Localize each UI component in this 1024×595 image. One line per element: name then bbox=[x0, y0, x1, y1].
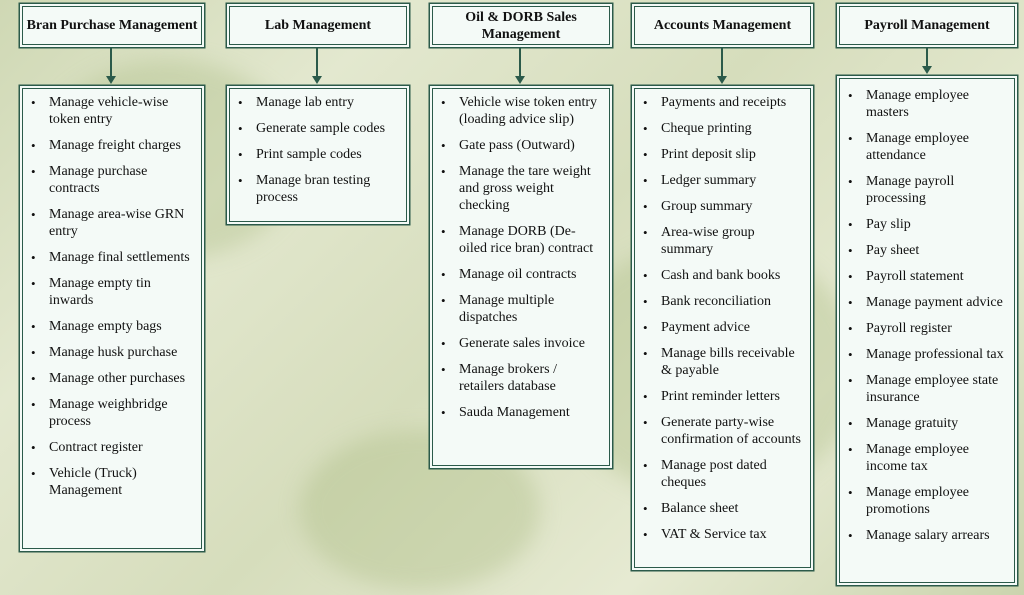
list-item: • Manage bran testing process bbox=[234, 172, 400, 206]
list-item: • Print sample codes bbox=[234, 146, 400, 163]
list-item: • Manage lab entry bbox=[234, 94, 400, 111]
list-item: • Manage employee promotions bbox=[844, 484, 1008, 518]
arrow-lab bbox=[312, 76, 322, 84]
list-item: • Manage empty bags bbox=[27, 318, 195, 335]
list-item: • Manage professional tax bbox=[844, 346, 1008, 363]
list-item: • Area-wise group summary bbox=[639, 224, 804, 258]
list-item: • Manage husk purchase bbox=[27, 344, 195, 361]
list-payroll bbox=[839, 78, 1015, 583]
list-item: • Manage brokers / retailers database bbox=[437, 361, 603, 395]
list-item: • Manage purchase contracts bbox=[27, 163, 195, 197]
list-item: • Manage payroll processing bbox=[844, 173, 1008, 207]
connector-accounts bbox=[721, 48, 723, 76]
list-item: • Manage DORB (De-oiled rice bran) contract bbox=[437, 223, 603, 257]
list-item: • Manage multiple dispatches bbox=[437, 292, 603, 326]
list-item: • Manage salary arrears bbox=[844, 527, 1008, 544]
list-item: • Contract register bbox=[27, 439, 195, 456]
list-item: • Gate pass (Outward) bbox=[437, 137, 603, 154]
list-item: • Manage freight charges bbox=[27, 137, 195, 154]
list-item: • Manage bills receivable & payable bbox=[639, 345, 804, 379]
list-item: • Manage area-wise GRN entry bbox=[27, 206, 195, 240]
list-item: • VAT & Service tax bbox=[639, 526, 804, 543]
list-item: • Vehicle wise token entry (loading advice slip) bbox=[437, 94, 603, 128]
list-accounts bbox=[634, 88, 811, 568]
list-item: • Manage vehicle-wise token entry bbox=[27, 94, 195, 128]
arrow-oil-dorb-sales bbox=[515, 76, 525, 84]
list-item: • Manage employee state insurance bbox=[844, 372, 1008, 406]
list-item: • Group summary bbox=[639, 198, 804, 215]
list-item: • Sauda Management bbox=[437, 404, 603, 421]
list-item: • Manage post dated cheques bbox=[639, 457, 804, 491]
list-oil-dorb-sales bbox=[432, 88, 610, 466]
list-item: • Print deposit slip bbox=[639, 146, 804, 163]
list-item: • Generate sample codes bbox=[234, 120, 400, 137]
arrow-accounts bbox=[717, 76, 727, 84]
list-item: • Balance sheet bbox=[639, 500, 804, 517]
list-item: • Generate sales invoice bbox=[437, 335, 603, 352]
list-item: • Manage other purchases bbox=[27, 370, 195, 387]
list-lab bbox=[229, 88, 407, 222]
connector-payroll bbox=[926, 48, 928, 66]
list-item: • Pay slip bbox=[844, 216, 1008, 233]
connector-oil-dorb-sales bbox=[519, 48, 521, 76]
list-item: • Manage empty tin inwards bbox=[27, 275, 195, 309]
header-lab: Lab Management bbox=[229, 6, 407, 45]
list-item: • Vehicle (Truck) Management bbox=[27, 465, 195, 499]
list-item: • Manage payment advice bbox=[844, 294, 1008, 311]
list-item: • Manage final settlements bbox=[27, 249, 195, 266]
list-item: • Cheque printing bbox=[639, 120, 804, 137]
list-item: • Manage oil contracts bbox=[437, 266, 603, 283]
list-item: • Generate party-wise confirmation of accounts bbox=[639, 414, 804, 448]
header-oil-dorb-sales: Oil & DORB Sales Management bbox=[432, 6, 610, 45]
list-item: • Cash and bank books bbox=[639, 267, 804, 284]
list-item: • Bank reconciliation bbox=[639, 293, 804, 310]
header-payroll: Payroll Management bbox=[839, 6, 1015, 45]
list-item: • Manage gratuity bbox=[844, 415, 1008, 432]
list-item: • Manage the tare weight and gross weight checking bbox=[437, 163, 603, 214]
header-bran-purchase: Bran Purchase Management bbox=[22, 6, 202, 45]
list-item: • Manage weighbridge process bbox=[27, 396, 195, 430]
list-item: • Manage employee masters bbox=[844, 87, 1008, 121]
list-item: • Payment advice bbox=[639, 319, 804, 336]
arrow-payroll bbox=[922, 66, 932, 74]
connector-bran-purchase bbox=[110, 48, 112, 76]
connector-lab bbox=[316, 48, 318, 76]
list-item: • Ledger summary bbox=[639, 172, 804, 189]
list-item: • Print reminder letters bbox=[639, 388, 804, 405]
list-item: • Manage employee income tax bbox=[844, 441, 1008, 475]
list-item: • Payroll register bbox=[844, 320, 1008, 337]
list-item: • Manage employee attendance bbox=[844, 130, 1008, 164]
list-bran-purchase bbox=[22, 88, 202, 549]
list-item: • Pay sheet bbox=[844, 242, 1008, 259]
list-item: • Payroll statement bbox=[844, 268, 1008, 285]
arrow-bran-purchase bbox=[106, 76, 116, 84]
list-item: • Payments and receipts bbox=[639, 94, 804, 111]
header-accounts: Accounts Management bbox=[634, 6, 811, 45]
